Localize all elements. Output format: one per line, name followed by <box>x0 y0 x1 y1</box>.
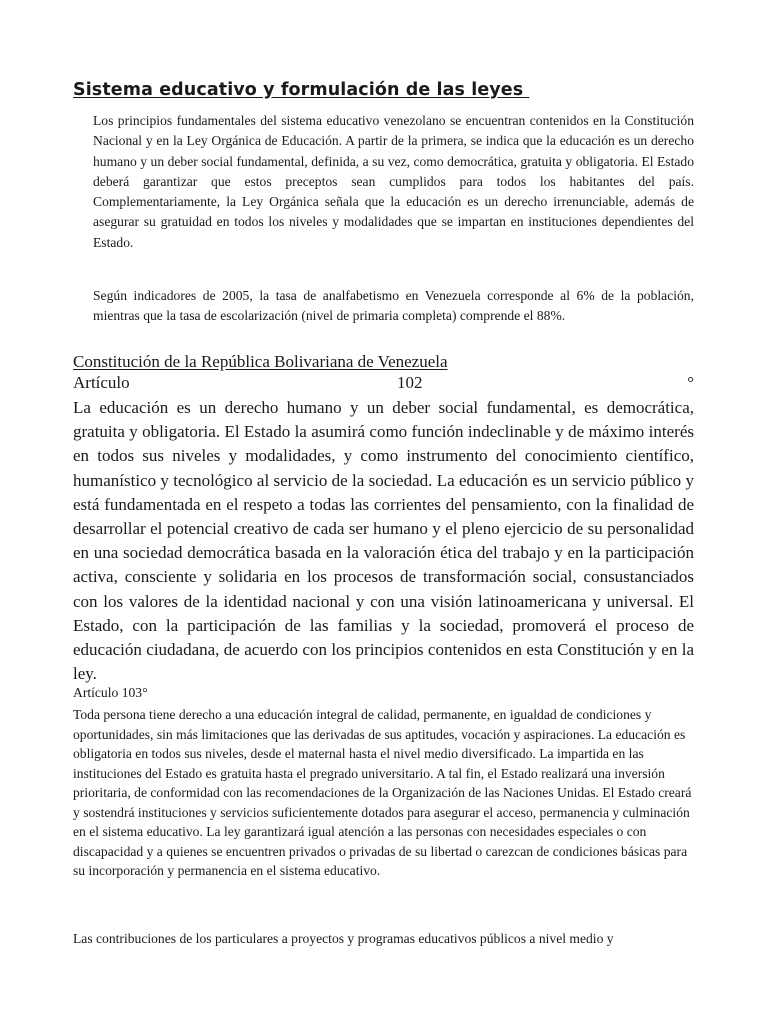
article-103-continuation: Las contribuciones de los particulares a proyectos y programas educativos públicos a nivel medio y <box>73 931 614 946</box>
article-102-text: La educación es un derecho humano y un deber social fundamental, es democrática, gratuita y obligatoria. El Estado la asumirá como función indeclinable y de máximo interés en todos sus niveles y modalidades, y como instrumento del conocimiento científico, humanístico y tecnológico al servicio de la sociedad. La educación es un servicio público y está fundamentada en el respeto a todas las corrientes del pensamiento, con la finalidad de desarrollar el potencial creativo de cada ser humano y el pleno ejercicio de su personalidad en una sociedad democrática basada en la valoración ética del trabajo y en la participación activa, consciente y solidaria en los procesos de transformación social, consustanciados con los valores de la identidad nacional y con una visión latinoamericana y universal. El Estado, con la participación de las familias y la sociedad, promoverá el proceso de educación ciudadana, de acuerdo con los principios contenidos en esta Constitución y en la ley. <box>73 398 694 684</box>
document-title: Sistema educativo y formulación de las leyes <box>73 80 530 100</box>
article-103-heading: Artículo 103° <box>73 685 148 700</box>
intro-paragraph-principles: Los principios fundamentales del sistema educativo venezolano se encuentran contenidos en la Constitución Nacional y en la Ley Orgánica de Educación. A partir de la primera, se indica que la educación es un derecho humano y un deber social fundamental, definida, a su vez, como democrática, gratuita y obligatoria. El Estado deberá garantizar que estos preceptos sean cumplidos para todos los habitantes del país. Complementariamente, la Ley Orgánica señala que la educación es un derecho irrenunciable, además de asegurar su gratuidad en todos los niveles y modalidades que se impartan en instituciones dependientes del Estado. <box>93 113 694 250</box>
intro-paragraph-indicators: Según indicadores de 2005, la tasa de analfabetismo en Venezuela corresponde al 6% de la población, mientras que la tasa de escolarización (nivel de primaria completa) comprende el 88%. <box>93 288 694 324</box>
article-102-label: Artículo <box>73 373 130 392</box>
article-103-text: Toda persona tiene derecho a una educación integral de calidad, permanente, en igualdad de condiciones y oportunidades, sin más limitaciones que las derivadas de sus aptitudes, vocación y aspiraciones. La educación es obligatoria en todos sus niveles, desde el maternal hasta el nivel medio diversificado. La impartida en las instituciones del Estado es gratuita hasta el pregrado universitario. A tal fin, el Estado realizará una inversión prioritaria, de conformidad con las recomendaciones de la Organización de las Naciones Unidas. El Estado creará y sostendrá instituciones y servicios suficientemente dotados para asegurar el acceso, permanencia y culminación en el sistema educativo. La ley garantizará igual atención a las personas con necesidades especiales o con discapacidad y a quienes se encuentren privados o privadas de su libertad o carezcan de condiciones básicas para su incorporación y permanencia en el sistema educativo. <box>73 707 692 878</box>
article-102-number: 102 <box>397 373 423 392</box>
constitution-heading: Constitución de la República Bolivariana de Venezuela <box>73 352 448 371</box>
article-102-degree: ° <box>687 373 694 392</box>
